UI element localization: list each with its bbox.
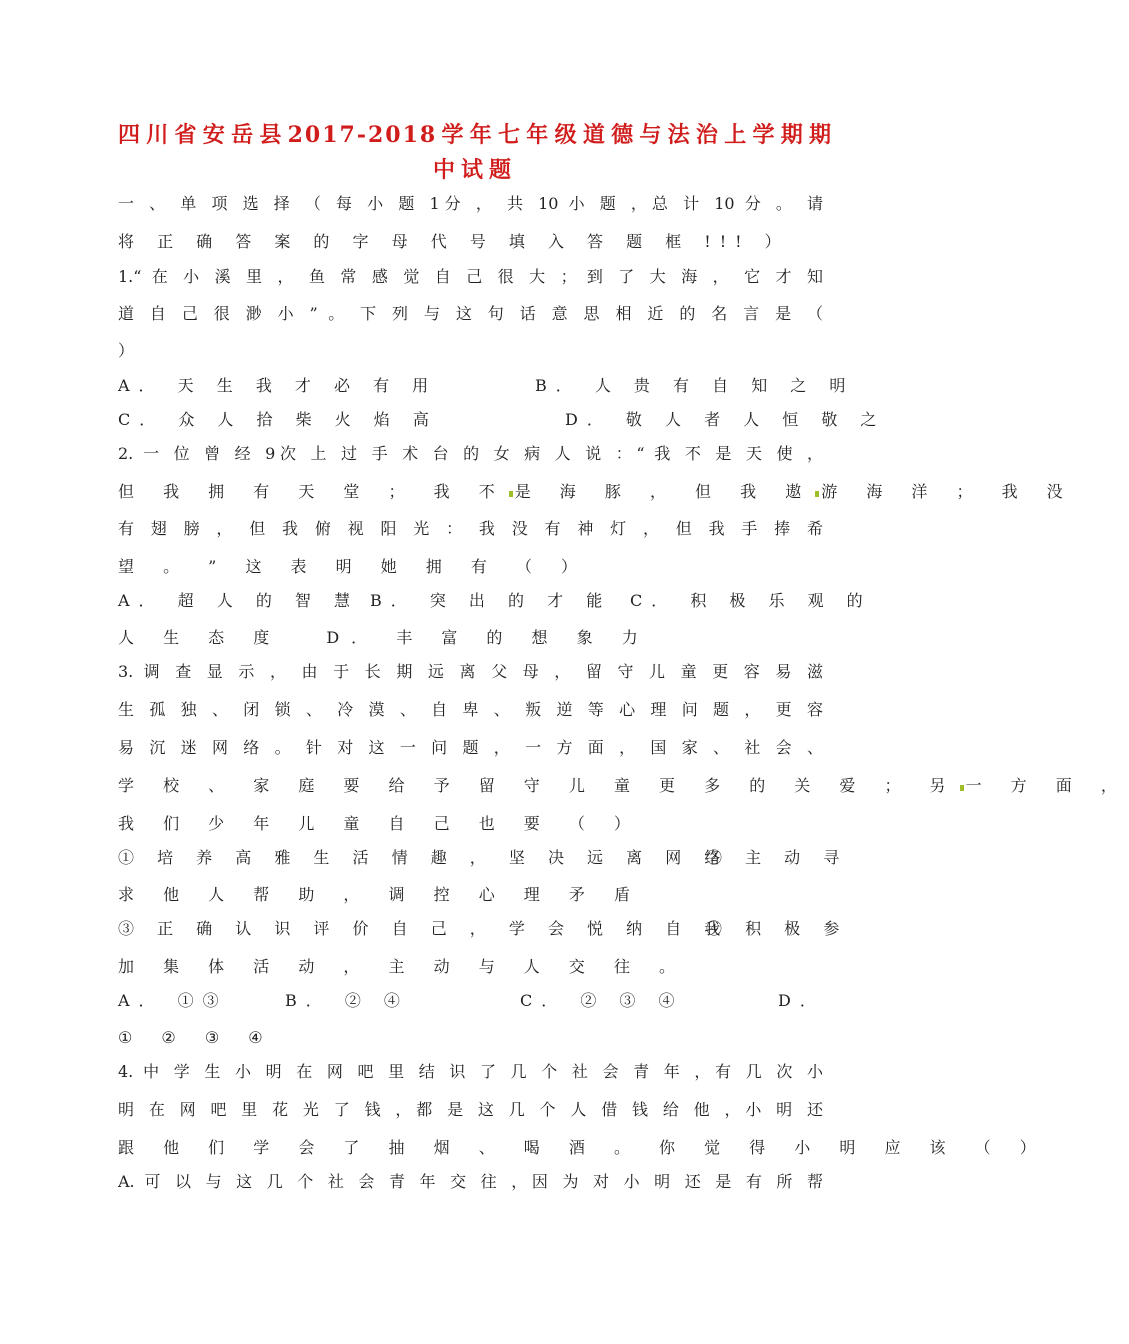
- q4-stem-cont: 明 在 网 吧 里 花 光 了 钱 ，都 是 这 几 个 人 借 钱 给 他 ，小 明 还: [118, 1100, 823, 1119]
- mark-icon: [960, 785, 964, 791]
- q3-option-a: A． ①③: [118, 991, 228, 1010]
- q1-stem-cont: 道 自 己 很 渺 小 ” 。 下 列 与 这 句 话 意 思 相 近 的 名 言 是 （: [118, 304, 823, 323]
- q1-option-b: B． 人 贵 有 自 知 之 明: [535, 376, 855, 395]
- q2-text-part3: 游 海 洋 ； 我 没: [821, 482, 1075, 501]
- q2-option-cd: 人 生 态 度 D． 丰 富 的 想 象 力: [118, 628, 650, 647]
- q3-stem-cont3: [118, 774, 1129, 798]
- q4-option-a: A. 可 以 与 这 几 个 社 会 青 年 交 往 ，因 为 对 小 明 还 是 有 所 帮: [118, 1172, 823, 1191]
- q3-item-4: ④ 积 极 参: [706, 919, 849, 938]
- q3-stem-cont2: 易 沉 迷 网 络 。 针 对 这 一 问 题 ， 一 方 面 ， 国 家 、 社 会 、: [118, 738, 823, 757]
- q2-stem-cont2: 有 翅 膀 ， 但 我 俯 视 阳 光 ： 我 没 有 神 灯 ， 但 我 手 捧 希: [118, 519, 823, 538]
- mark-icon: [509, 491, 513, 497]
- section1-instructions: 一 、 单 项 选 择 （ 每 小 题 1分 ， 共 10 小 题 ，总 计 10 分 。 请: [118, 194, 823, 213]
- q2-option-b: B． 突 出 的 才 能: [370, 591, 612, 610]
- q3-item-3: ③ 正 确 认 识 评 价 自 己 ， 学 会 悦 纳 自 我: [118, 919, 730, 938]
- q3-item-1: ① 培 养 高 雅 生 活 情 趣 ， 坚 决 远 离 网 络: [118, 848, 730, 867]
- document-title: 四川省安岳县2017-2018学年七年级道德与法治上学期期: [118, 122, 833, 148]
- q2-stem: 2. 一 位 曾 经 9次 上 过 手 术 台 的 女 病 人 说 ：“ 我 不 是 天 使 ，: [118, 444, 823, 463]
- q3-text-part2: 一 方 面 ，: [965, 776, 1129, 795]
- q3-stem: 3. 调 查 显 示 ， 由 于 长 期 远 离 父 母 ， 留 守 儿 童 更 容 易 滋: [118, 662, 823, 681]
- q2-stem-end: 望 。 ” 这 表 明 她 拥 有 （ ）: [118, 557, 590, 576]
- q3-item-2: ② 主 动 寻: [706, 848, 849, 867]
- q1-stem-end: ）: [118, 341, 135, 360]
- q1-option-d: D． 敬 人 者 人 恒 敬 之: [565, 410, 886, 429]
- q3-option-c: C． ② ③ ④: [520, 991, 684, 1010]
- q3-stem-end: 我 们 少 年 儿 童 自 己 也 要 （ ）: [118, 814, 642, 833]
- q4-stem: 4. 中 学 生 小 明 在 网 吧 里 结 识 了 几 个 社 会 青 年 ，有 几 次 小: [118, 1062, 823, 1081]
- q1-stem: 1.“ 在 小 溪 里 ， 鱼 常 感 觉 自 己 很 大 ； 到 了 大 海 ， 它 才 知: [118, 267, 823, 286]
- q4-stem-end: 跟 他 们 学 会 了 抽 烟 、 喝 酒 。 你 觉 得 小 明 应 该 （ ）: [118, 1138, 1048, 1157]
- q2-option-a: A． 超 人 的 智 慧: [118, 591, 359, 610]
- q2-text-part1: 但 我 拥 有 天 堂 ； 我 不: [118, 482, 507, 501]
- mark-icon: [815, 491, 819, 497]
- q3-option-d: D．: [778, 991, 825, 1010]
- q3-option-b: B． ② ④: [285, 991, 409, 1010]
- q1-option-a: A． 天 生 我 才 必 有 用: [118, 376, 438, 395]
- section1-instructions-cont: 将 正 确 答 案 的 字 母 代 号 填 入 答 题 框 !!! ）: [118, 232, 790, 251]
- q3-item-4-cont: 加 集 体 活 动 ， 主 动 与 人 交 往 。: [118, 957, 688, 976]
- q2-text-part2: 是 海 豚 ， 但 我 遨: [514, 482, 814, 501]
- q3-stem-cont: 生 孤 独 、 闭 锁 、 冷 漠 、 自 卑 、 叛 逆 等 心 理 问 题 ， 更 容: [118, 700, 823, 719]
- q1-option-c: C． 众 人 拾 柴 火 焰 高: [118, 410, 438, 429]
- q2-stem-cont: [118, 480, 1075, 504]
- q3-text-part1: 学 校 、 家 庭 要 给 予 留 守 儿 童 更 多 的 关 爱 ； 另: [118, 776, 958, 795]
- document-title-continued: 中试题: [432, 157, 517, 183]
- q3-item-2-cont: 求 他 人 帮 助 ， 调 控 心 理 矛 盾: [118, 885, 642, 904]
- q3-option-d-cont: ① ② ③ ④: [118, 1028, 275, 1047]
- q2-option-c: C． 积 极 乐 观 的: [630, 591, 872, 610]
